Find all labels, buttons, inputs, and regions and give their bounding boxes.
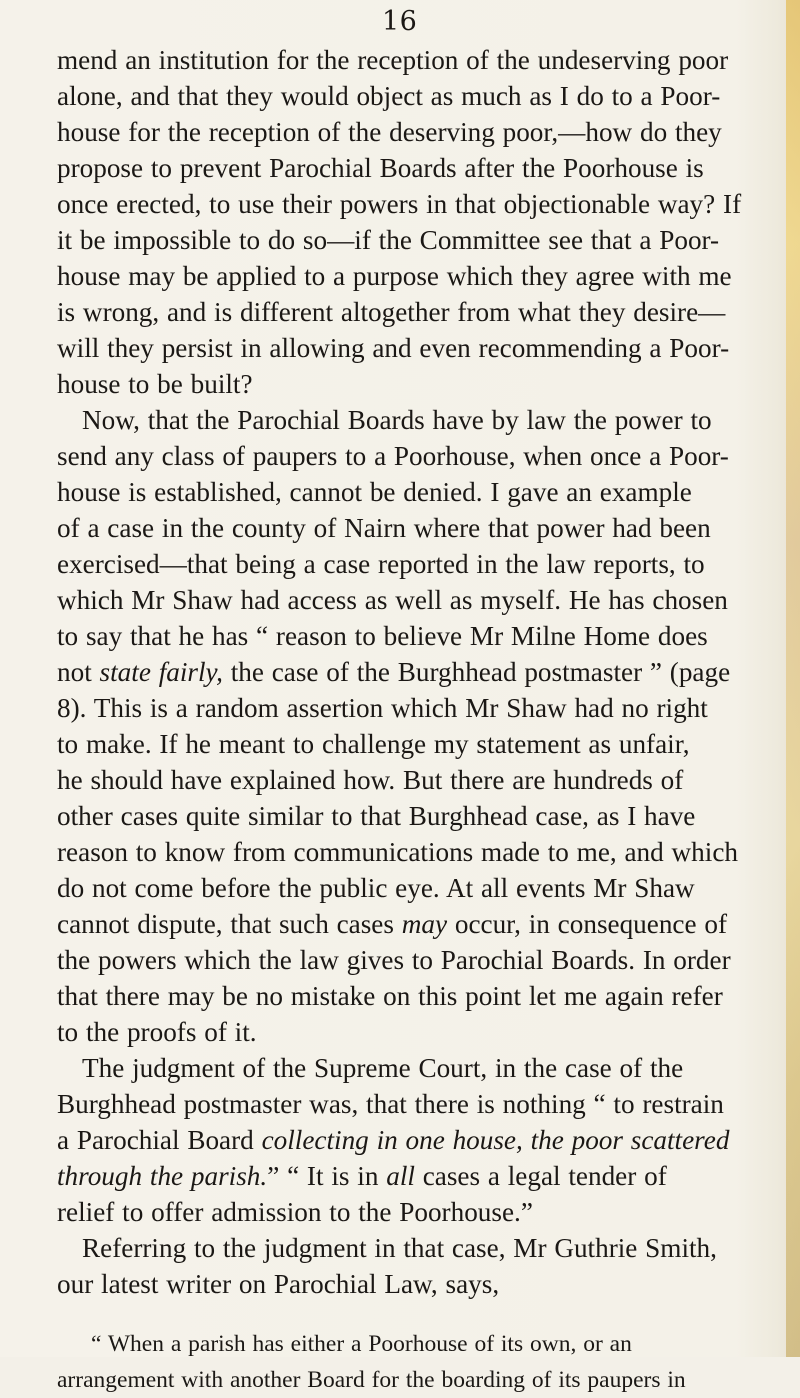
text-line: house to be built?	[57, 369, 253, 399]
text-run: a Parochial Board	[57, 1125, 262, 1155]
text-line: that there may be no mistake on this point let me again refer	[57, 981, 723, 1011]
italic-text-run: state fairly,	[99, 657, 223, 687]
text-line	[57, 906, 787, 942]
italic-text-run: all	[386, 1161, 415, 1191]
italic-text-run: through the parish.	[57, 1161, 268, 1191]
text-line: Now, that the Parochial Boards have by law the power to	[82, 405, 712, 435]
text-line: is wrong, and is different altogether from what they desire—	[57, 297, 726, 327]
text-line: alone, and that they would object as much as I do to a Poor-	[57, 81, 721, 111]
text-run: the case of the Burghhead postmaster ” (page	[222, 657, 731, 687]
text-line: propose to prevent Parochial Boards after the Poorhouse is	[57, 153, 704, 183]
page-edge	[786, 0, 800, 1357]
text-line: to the proofs of it.	[57, 1017, 257, 1047]
text-line: exercised—that being a case reported in the law reports, to	[57, 549, 705, 579]
page-number: 16	[382, 6, 418, 37]
text-run: not	[57, 657, 100, 687]
text-line: once erected, to use their powers in that objectionable way? If	[57, 189, 742, 219]
text-line: do not come before the public eye. At all events Mr Shaw	[57, 873, 695, 903]
text-line: which Mr Shaw had access as well as myself. He has chosen	[57, 585, 728, 615]
paragraph-1	[57, 42, 787, 402]
text-line: 8). This is a random assertion which Mr Shaw had no right	[57, 693, 708, 723]
paragraph-4	[57, 1230, 787, 1302]
quote-line: “ When a parish has either a Poorhouse of its own, or an	[91, 1331, 632, 1357]
text-line: he should have explained how. But there are hundreds of	[57, 765, 684, 795]
block-quote	[57, 1326, 787, 1398]
text-run: ” “ It is in	[267, 1161, 387, 1191]
text-line	[57, 1158, 787, 1194]
text-line: other cases quite similar to that Burghhead case, as I have	[57, 801, 696, 831]
text-line: The judgment of the Supreme Court, in the case of the	[82, 1053, 684, 1083]
text-line: our latest writer on Parochial Law, says,	[57, 1269, 500, 1299]
text-line: mend an institution for the reception of the undeserving poor	[57, 45, 729, 75]
text-line: Burghhead postmaster was, that there is nothing “ to restrain	[57, 1089, 724, 1119]
text-line: Referring to the judgment in that case, Mr Guthrie Smith,	[82, 1233, 717, 1263]
quote-line: arrangement with another Board for the boarding of its paupers in	[57, 1367, 686, 1393]
text-line: the powers which the law gives to Parochial Boards. In order	[57, 945, 731, 975]
text-line: send any class of paupers to a Poorhouse, when once a Poor-	[57, 441, 729, 471]
text-line: to say that he has “ reason to believe Mr Milne Home does	[57, 621, 708, 651]
text-line: will they persist in allowing and even recommending a Poor-	[57, 333, 730, 363]
paragraph-2	[57, 402, 787, 1050]
text-line: reason to know from communications made to me, and which	[57, 837, 738, 867]
text-line: of a case in the county of Nairn where that power had been	[57, 513, 711, 543]
italic-text-run: collecting in one house, the poor scattered	[261, 1125, 730, 1155]
text-run: cannot dispute, that such cases	[57, 909, 402, 939]
text-line: relief to offer admission to the Poorhouse.”	[57, 1197, 533, 1227]
text-line: it be impossible to do so—if the Committee see that a Poor-	[57, 225, 720, 255]
text-run: cases a legal tender of	[414, 1161, 667, 1191]
text-run: occur, in consequence of	[447, 909, 728, 939]
document-body	[57, 42, 787, 1398]
text-line: to make. If he meant to challenge my statement as unfair,	[57, 729, 690, 759]
text-line: house may be applied to a purpose which they agree with me	[57, 261, 732, 291]
italic-text-run: may	[401, 909, 448, 939]
text-line: house for the reception of the deserving poor,—how do they	[57, 117, 722, 147]
paragraph-3	[57, 1050, 787, 1230]
text-line	[57, 1122, 787, 1158]
text-line	[57, 654, 787, 690]
text-line: house is established, cannot be denied. I gave an example	[57, 477, 692, 507]
